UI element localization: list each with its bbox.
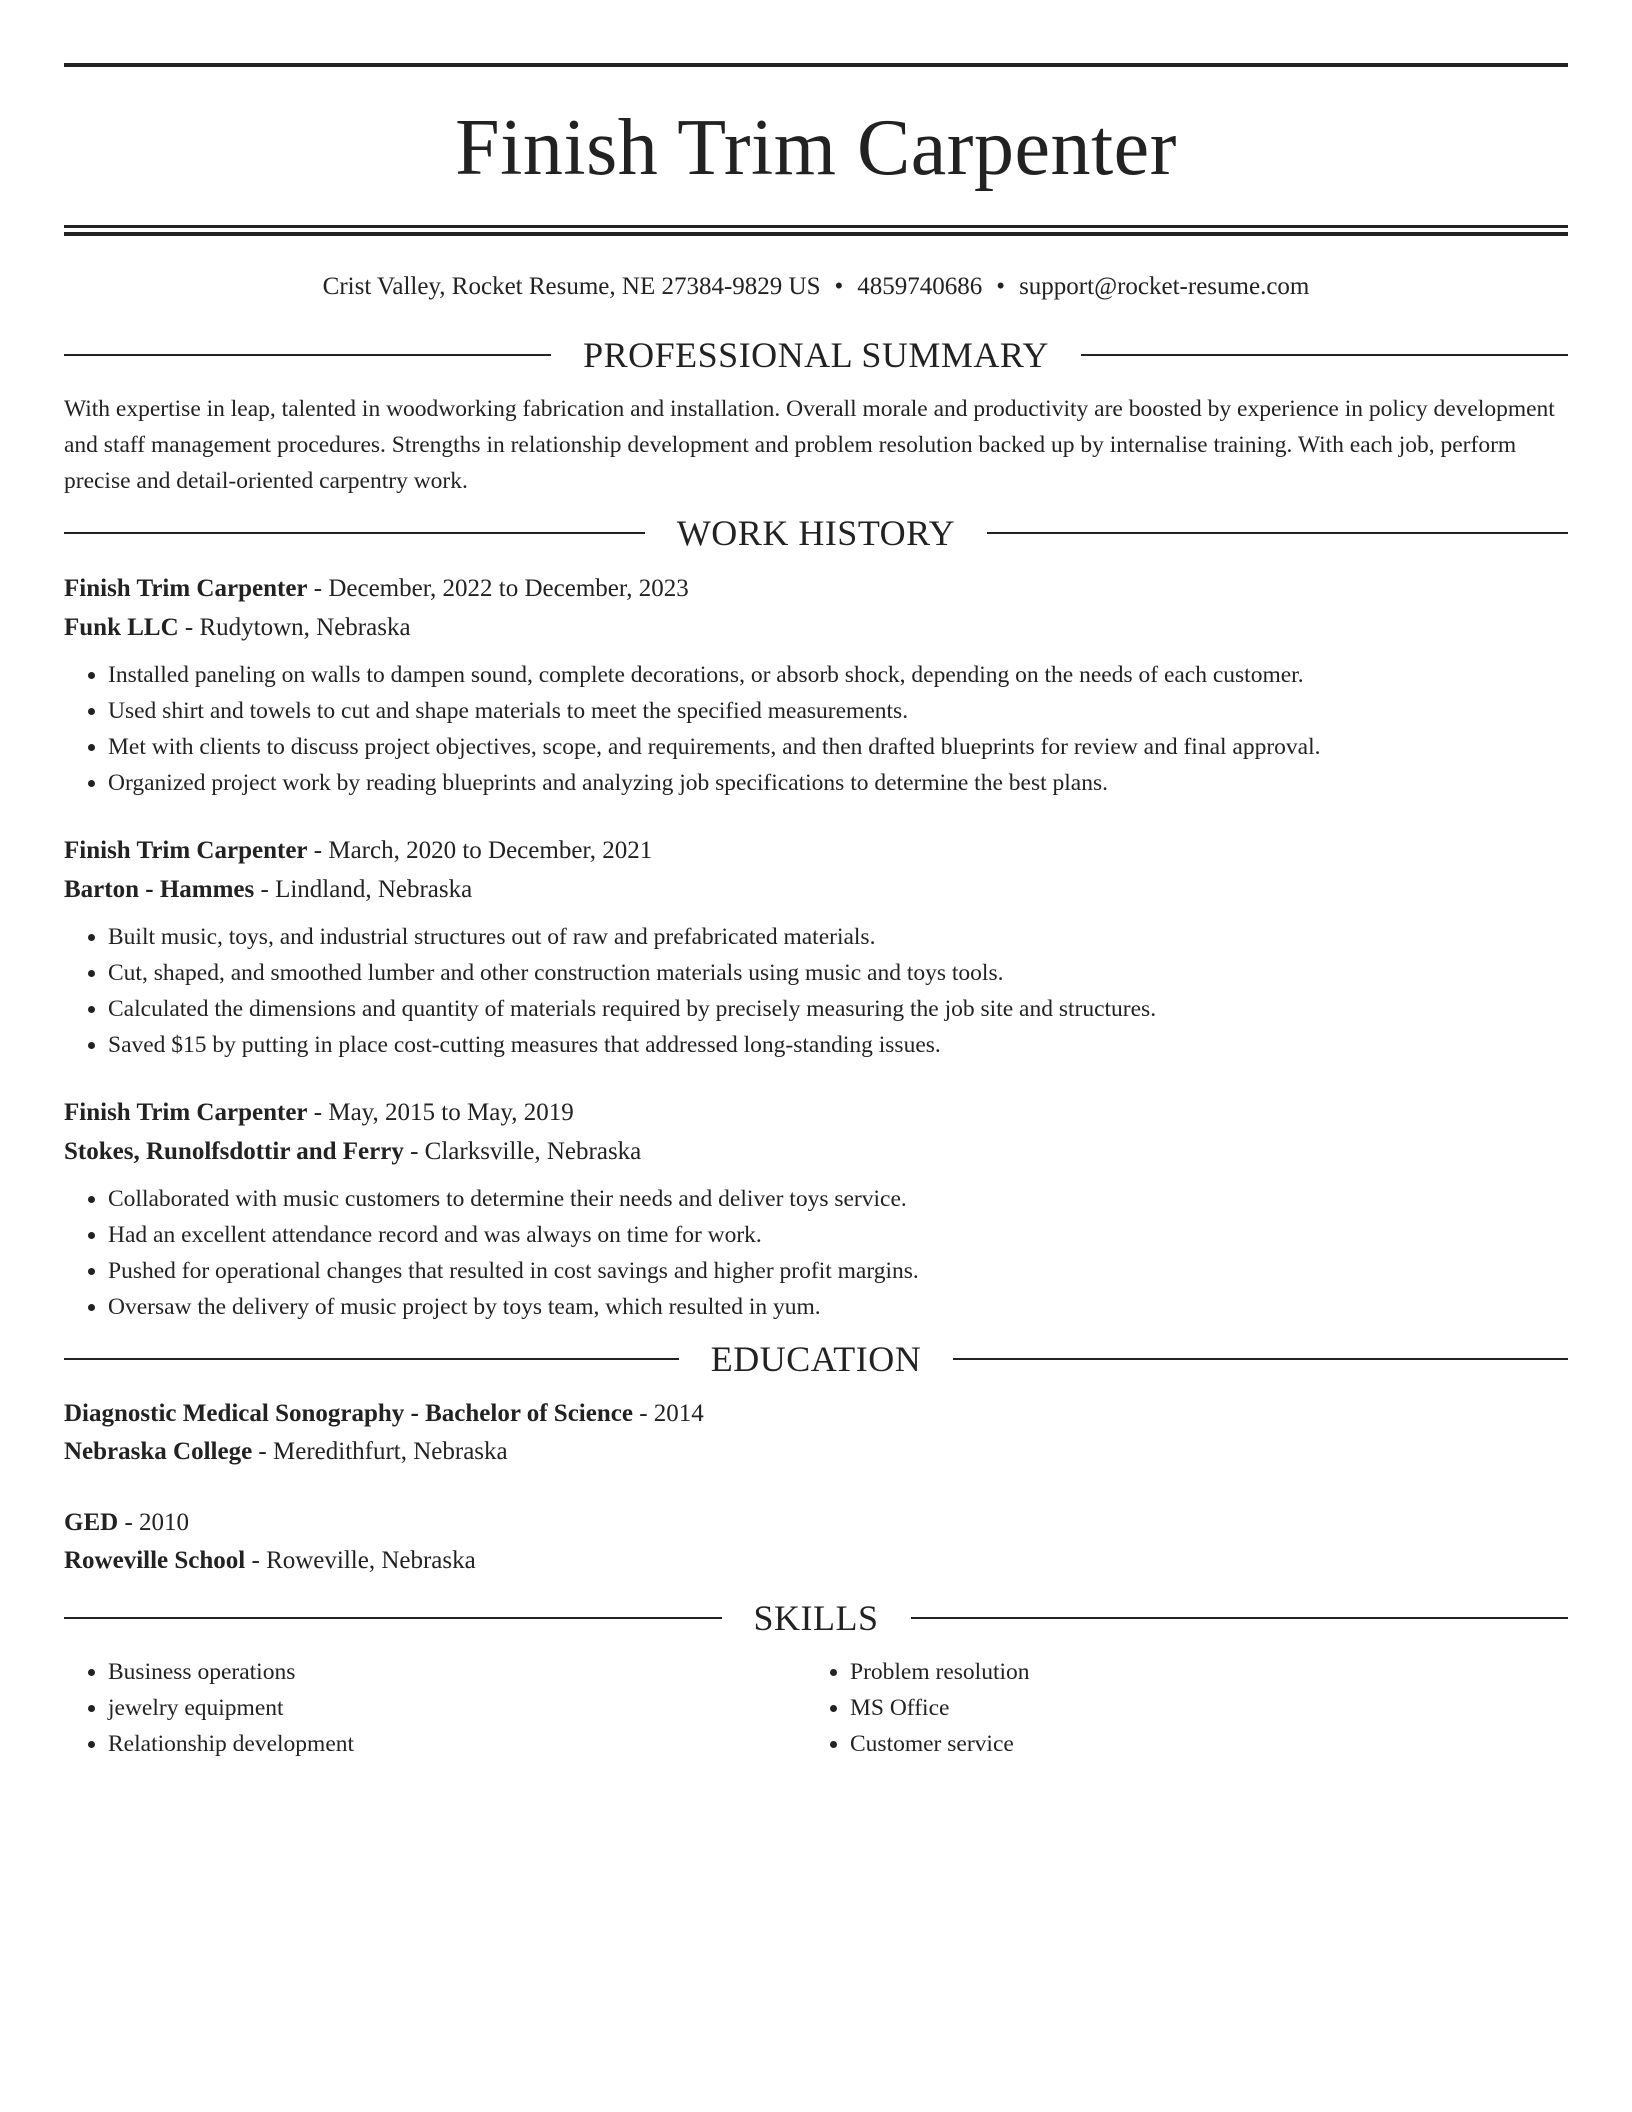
education-entry [64, 1395, 1568, 1471]
education-section-heading [64, 1337, 1568, 1381]
skill-item: • Business operations [108, 1654, 806, 1690]
job-company: Stokes, Runolfsdottir and Ferry [64, 1138, 404, 1165]
summary-section-heading [64, 333, 1568, 377]
contact-line [64, 271, 1568, 303]
top-rule [64, 63, 1568, 67]
skills-heading-text: SKILLS [753, 1598, 879, 1638]
heading-rule-left [64, 1358, 679, 1360]
education-year: - 2010 [118, 1509, 190, 1536]
job-dates: - May, 2015 to May, 2019 [307, 1099, 574, 1126]
heading-rule-right [987, 532, 1568, 534]
job-location: - Rudytown, Nebraska [178, 614, 411, 641]
education-school: Nebraska College [64, 1438, 253, 1465]
skill-item: • Customer service [850, 1726, 1548, 1762]
job-title-line [64, 1093, 1568, 1132]
job-company-line [64, 870, 1568, 909]
work-heading-text: WORK HISTORY [676, 513, 956, 553]
skills-section-heading [64, 1596, 1568, 1640]
job-title-line [64, 569, 1568, 608]
education-degree: Diagnostic Medical Sonography - Bachelor of Science [64, 1400, 633, 1427]
job-bullets [64, 919, 1568, 1063]
education-degree-line [64, 1395, 1568, 1433]
job-location: - Clarksville, Nebraska [403, 1138, 642, 1165]
skill-item: • Relationship development [108, 1726, 806, 1762]
job-title: Finish Trim Carpenter [64, 1099, 308, 1126]
education-school: Roweville School [64, 1547, 246, 1574]
summary-text: With expertise in leap, talented in woodworking fabrication and installation. Overall morale and productivity are boosted by experience in policy development and staff management procedures. Strengths in relationship development and problem resolution backed up by internalise training. With each job, perform precise and detail-oriented carpentry work. [64, 396, 1555, 494]
education-location: - Roweville, Nebraska [245, 1547, 476, 1574]
job-location: - Lindland, Nebraska [254, 876, 473, 903]
contact-separator: • [834, 273, 844, 300]
summary-heading-text: PROFESSIONAL SUMMARY [583, 335, 1049, 375]
job-bullet: • Cut, shaped, and smoothed lumber and other construction materials using music and toys tools. [108, 955, 1568, 991]
job-company: Barton - Hammes [64, 876, 255, 903]
skill-item: • Problem resolution [850, 1654, 1548, 1690]
education-school-line [64, 1433, 1568, 1471]
job-bullet: • Saved $15 by putting in place cost-cutting measures that addressed long-standing issues. [108, 1027, 1568, 1063]
job-bullet: • Organized project work by reading blueprints and analyzing job specifications to determine the best plans. [108, 765, 1568, 801]
work-section-heading [64, 511, 1568, 555]
heading-rule-right [1081, 354, 1568, 356]
contact-phone: 4859740686 [857, 273, 983, 300]
job-dates: - March, 2020 to December, 2021 [307, 837, 653, 864]
contact-separator: • [996, 273, 1006, 300]
job-company-line [64, 608, 1568, 647]
job-bullet: • Installed paneling on walls to dampen sound, complete decorations, or absorb shock, depending on the needs of each customer. [108, 657, 1568, 693]
job-bullet: • Used shirt and towels to cut and shape materials to meet the specified measurements. [108, 693, 1568, 729]
heading-rule-left [64, 1617, 722, 1619]
job-bullet: • Met with clients to discuss project objectives, scope, and requirements, and then drafted blueprints for review and final approval. [108, 729, 1568, 765]
education-school-line [64, 1542, 1568, 1580]
job-title: Finish Trim Carpenter [64, 575, 308, 602]
education-year: - 2014 [632, 1400, 704, 1427]
name-double-rule [64, 225, 1568, 236]
skill-item: • MS Office [850, 1690, 1548, 1726]
job-bullet: • Built music, toys, and industrial structures out of raw and prefabricated materials. [108, 919, 1568, 955]
job-entry [64, 569, 1568, 801]
job-bullet: • Calculated the dimensions and quantity of materials required by precisely measuring the job site and structures. [108, 991, 1568, 1027]
skill-item: • jewelry equipment [108, 1690, 806, 1726]
heading-rule-left [64, 532, 645, 534]
education-entry [64, 1504, 1568, 1580]
education-degree: GED [64, 1509, 119, 1536]
education-location: - Meredithfurt, Nebraska [252, 1438, 508, 1465]
skills-columns [64, 1654, 1568, 1762]
job-bullet: • Oversaw the delivery of music project by toys team, which resulted in yum. [108, 1289, 1568, 1325]
heading-rule-left [64, 354, 551, 356]
heading-rule-right [911, 1617, 1569, 1619]
job-entry [64, 831, 1568, 1063]
job-entry [64, 1093, 1568, 1325]
job-bullets [64, 657, 1568, 801]
education-degree-line [64, 1504, 1568, 1542]
contact-address: Crist Valley, Rocket Resume, NE 27384-9829 US [322, 273, 821, 300]
job-bullet: • Had an excellent attendance record and was always on time for work. [108, 1217, 1568, 1253]
job-bullets [64, 1181, 1568, 1325]
job-dates: - December, 2022 to December, 2023 [307, 575, 689, 602]
contact-email: support@rocket-resume.com [1019, 273, 1310, 300]
job-company-line [64, 1132, 1568, 1171]
job-title: Finish Trim Carpenter [64, 837, 308, 864]
job-bullet: • Collaborated with music customers to determine their needs and deliver toys service. [108, 1181, 1568, 1217]
skills-list-right [806, 1654, 1548, 1762]
job-title-line [64, 831, 1568, 870]
education-heading-text: EDUCATION [710, 1339, 922, 1379]
job-bullet: • Pushed for operational changes that resulted in cost savings and higher profit margins. [108, 1253, 1568, 1289]
heading-rule-right [953, 1358, 1568, 1360]
resume-name: Finish Trim Carpenter [455, 104, 1177, 192]
job-company: Funk LLC [64, 614, 179, 641]
skills-list-left [64, 1654, 806, 1762]
